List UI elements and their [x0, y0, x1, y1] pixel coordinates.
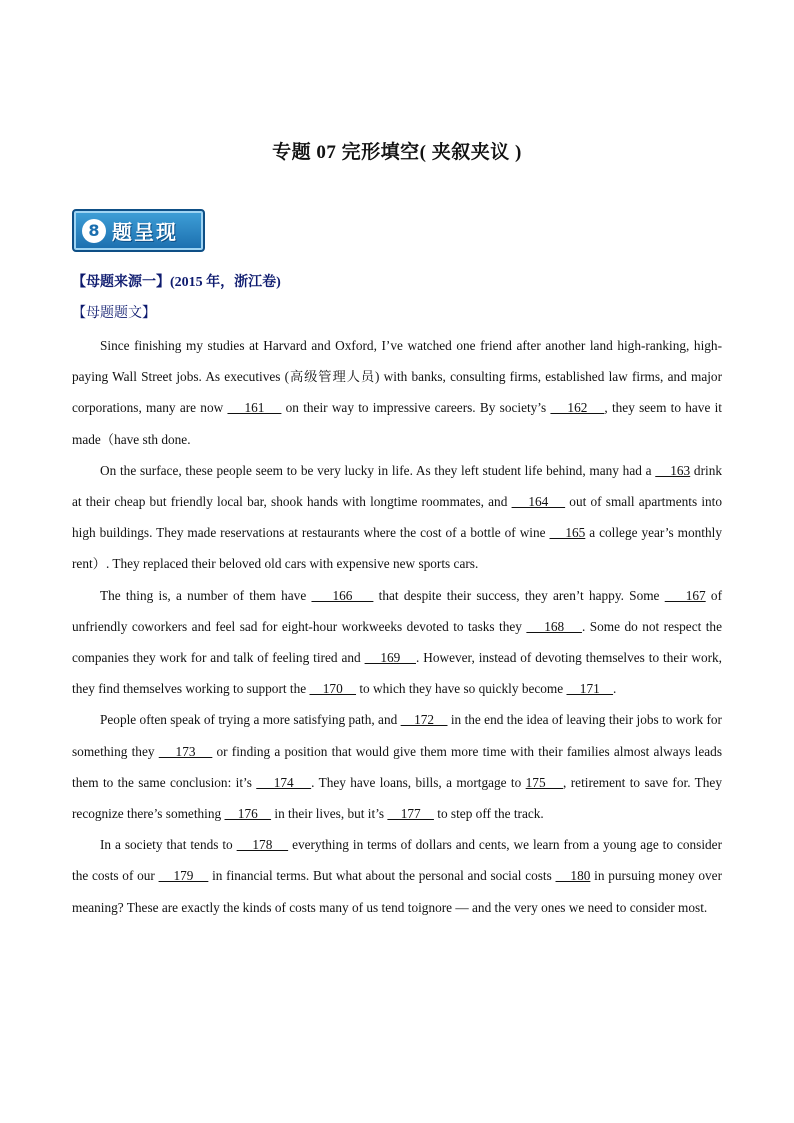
cloze-blank: 165: [549, 525, 586, 541]
passage-text: in financial terms. But what about the personal and social costs: [208, 868, 556, 884]
passage-text: in the end the idea of leaving their jobs to work for something they: [72, 712, 722, 759]
cloze-blank: 169: [364, 650, 416, 666]
passage-text: everything in terms of dollars and cents, we learn from a young age to consider the costs of our: [72, 837, 723, 884]
passage-text: Since finishing my studies at Harvard and Oxford, I’ve watched one friend after another land high-ranking, high-paying Wall Street jobs. As executives (高级管理人员) with banks, consulting firms, established law firms, and major corporations, many are now: [72, 338, 722, 416]
passage-text: In a society that tends to: [100, 837, 237, 853]
passage-text: People often speak of trying a more satisfying path, and: [100, 712, 401, 728]
cloze-blank: 162: [550, 400, 605, 416]
cloze-blank: 176: [224, 806, 272, 822]
cloze-blank: 163: [655, 462, 691, 478]
passage-text: that despite their success, they aren’t happy. Some: [373, 587, 665, 603]
passage-text: on their way to impressive careers. By society’s: [281, 400, 551, 416]
cloze-blank: 167: [664, 587, 706, 603]
passage-text: , retirement to save for. They recognize there’s something: [72, 774, 722, 822]
cloze-blank: 170: [309, 681, 357, 697]
cloze-blank: 173: [158, 743, 213, 759]
passage-text: .: [613, 681, 617, 697]
page-title: 专题 07 完形填空( 夹叙夹议 ): [272, 142, 522, 163]
passage-text: . Some do not respect the companies they work for and talk of feeling tired and: [72, 618, 722, 666]
cloze-blank: 178: [236, 837, 289, 853]
cloze-blank: 161: [227, 400, 282, 416]
passage-text: to step off the track.: [433, 806, 544, 822]
passage-text: in pursuing money over meaning? These are exactly the kinds of costs many of us tend toignore — and the very ones we need to consider most.: [72, 868, 723, 915]
cloze-blank: 168: [526, 618, 582, 634]
cloze-blank: 179: [158, 868, 209, 884]
cloze-blank: 171: [566, 681, 614, 697]
passage-text: out of small apartments into high buildings. They made reservations at restaurants where the cost of a bottle of wine: [72, 494, 722, 541]
passage-text: The thing is, a number of them have: [100, 587, 312, 603]
passage-text: . They have loans, bills, a mortgage to: [311, 774, 526, 790]
passage-text: . However, instead of devoting themselves to their work, they find themselves working to support the: [72, 650, 722, 697]
cloze-blank: 180: [555, 868, 591, 884]
source-label: 【母题来源一】(2015 年，浙江卷): [72, 275, 281, 290]
passage-paragraph: [72, 580, 722, 705]
cloze-blank: 177: [387, 806, 434, 822]
badge-number-icon: 8: [82, 219, 106, 243]
passage-text: drink at their cheap but friendly local bar, shook hands with longtime roommates, and: [72, 462, 722, 510]
passage-text: , they seem to have it made（have sth done.: [72, 400, 722, 447]
badge-label: 题呈现: [112, 220, 178, 244]
cloze-passage: [72, 330, 722, 923]
passage-paragraph: [72, 704, 722, 829]
cloze-blank: 166: [311, 587, 374, 603]
passage-text: to which they have so quickly become: [356, 681, 567, 697]
section-badge: [72, 209, 205, 252]
passage-text: On the surface, these people seem to be very lucky in life. As they left student life behind, many had a: [100, 462, 656, 478]
passage-text: of unfriendly coworkers and feel sad for eight-hour workweeks devoted to tasks they: [72, 587, 722, 634]
passage-text: in their lives, but it’s: [271, 806, 388, 822]
passage-label: 【母题题文】: [72, 306, 156, 321]
cloze-blank: 164: [511, 494, 566, 510]
cloze-blank: 172: [400, 712, 448, 728]
passage-text: or finding a position that would give them more time with their families almost always leads them to the same conclusion: it’s: [72, 743, 722, 790]
cloze-blank: 175: [525, 774, 564, 790]
passage-paragraph: [72, 829, 722, 923]
cloze-blank: 174: [256, 774, 312, 790]
passage-paragraph: [72, 455, 722, 580]
passage-text: a college year’s monthly rent）. They replaced their beloved old cars with expensive new sports cars.: [72, 525, 722, 572]
passage-paragraph: [72, 330, 722, 455]
